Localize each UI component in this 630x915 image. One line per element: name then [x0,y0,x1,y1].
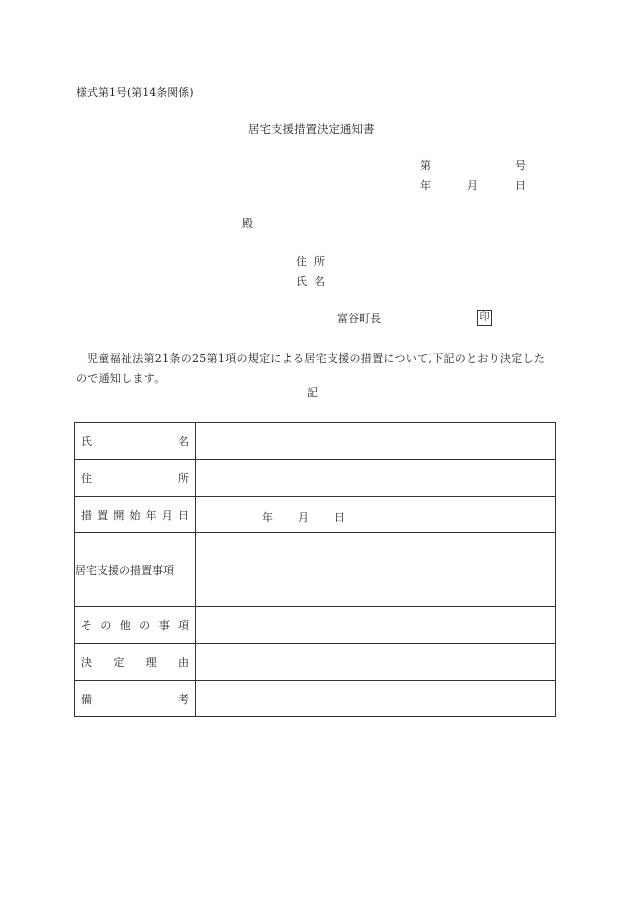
row-value-remarks [196,681,556,717]
row-label-remarks [75,681,196,717]
row-value-support [196,533,556,607]
form-number: 様式第1号(第14条関係) [76,86,194,99]
date-day-label: 日 [515,179,526,192]
doc-number-suffix: 号 [515,159,526,172]
decision-table [74,422,556,717]
row-value-start-date [196,497,556,533]
row-label-other [75,607,196,644]
table-row-address [75,460,556,497]
table-row-remarks [75,681,556,717]
date-year-label: 年 [420,179,431,192]
row-value-address [196,460,556,497]
row-label-address [75,460,196,497]
start-date-day: 日 [334,510,345,524]
row-label-name [75,423,196,460]
recipient-honorific: 殿 [242,217,253,230]
row-label-support-text: 居宅支援の措置事項 [75,563,174,577]
row-value-reason [196,644,556,681]
row-label-reason [75,644,196,681]
doc-number-prefix: 第 [420,159,431,172]
document-title: 居宅支援措置決定通知書 [248,122,375,136]
row-label-name-text: 氏 名 [81,435,189,448]
row-label-start-date-text: 措 置 開 始 年 月 日 [81,508,189,522]
row-label-start-date [75,497,196,533]
table-row-start-date [75,497,556,533]
seal-mark: 印 [477,310,492,326]
date-month-label: 月 [467,179,478,192]
row-value-other [196,607,556,644]
row-label-address-text: 住 所 [81,472,189,485]
body-text: 児童福祉法第21条の25第1項の規定による居宅支援の措置について,下記のとおり決定したので通知します。 [76,352,546,385]
name-label: 氏名 [296,275,332,288]
table-row-support [75,533,556,607]
table-row-other [75,607,556,644]
row-label-support [75,533,196,607]
address-label: 住所 [296,255,332,268]
row-label-other-text: そ の 他 の 事 項 [81,619,189,632]
row-label-remarks-text: 備 考 [81,692,189,706]
table-row-name [75,423,556,460]
start-date-year: 年 [262,510,273,524]
start-date-month: 月 [298,510,309,524]
row-label-reason-text: 決 定 理 由 [81,656,189,669]
ki-heading: 記 [307,386,318,399]
table-row-reason [75,644,556,681]
issuer-title: 富谷町長 [337,312,381,325]
row-value-name [196,423,556,460]
